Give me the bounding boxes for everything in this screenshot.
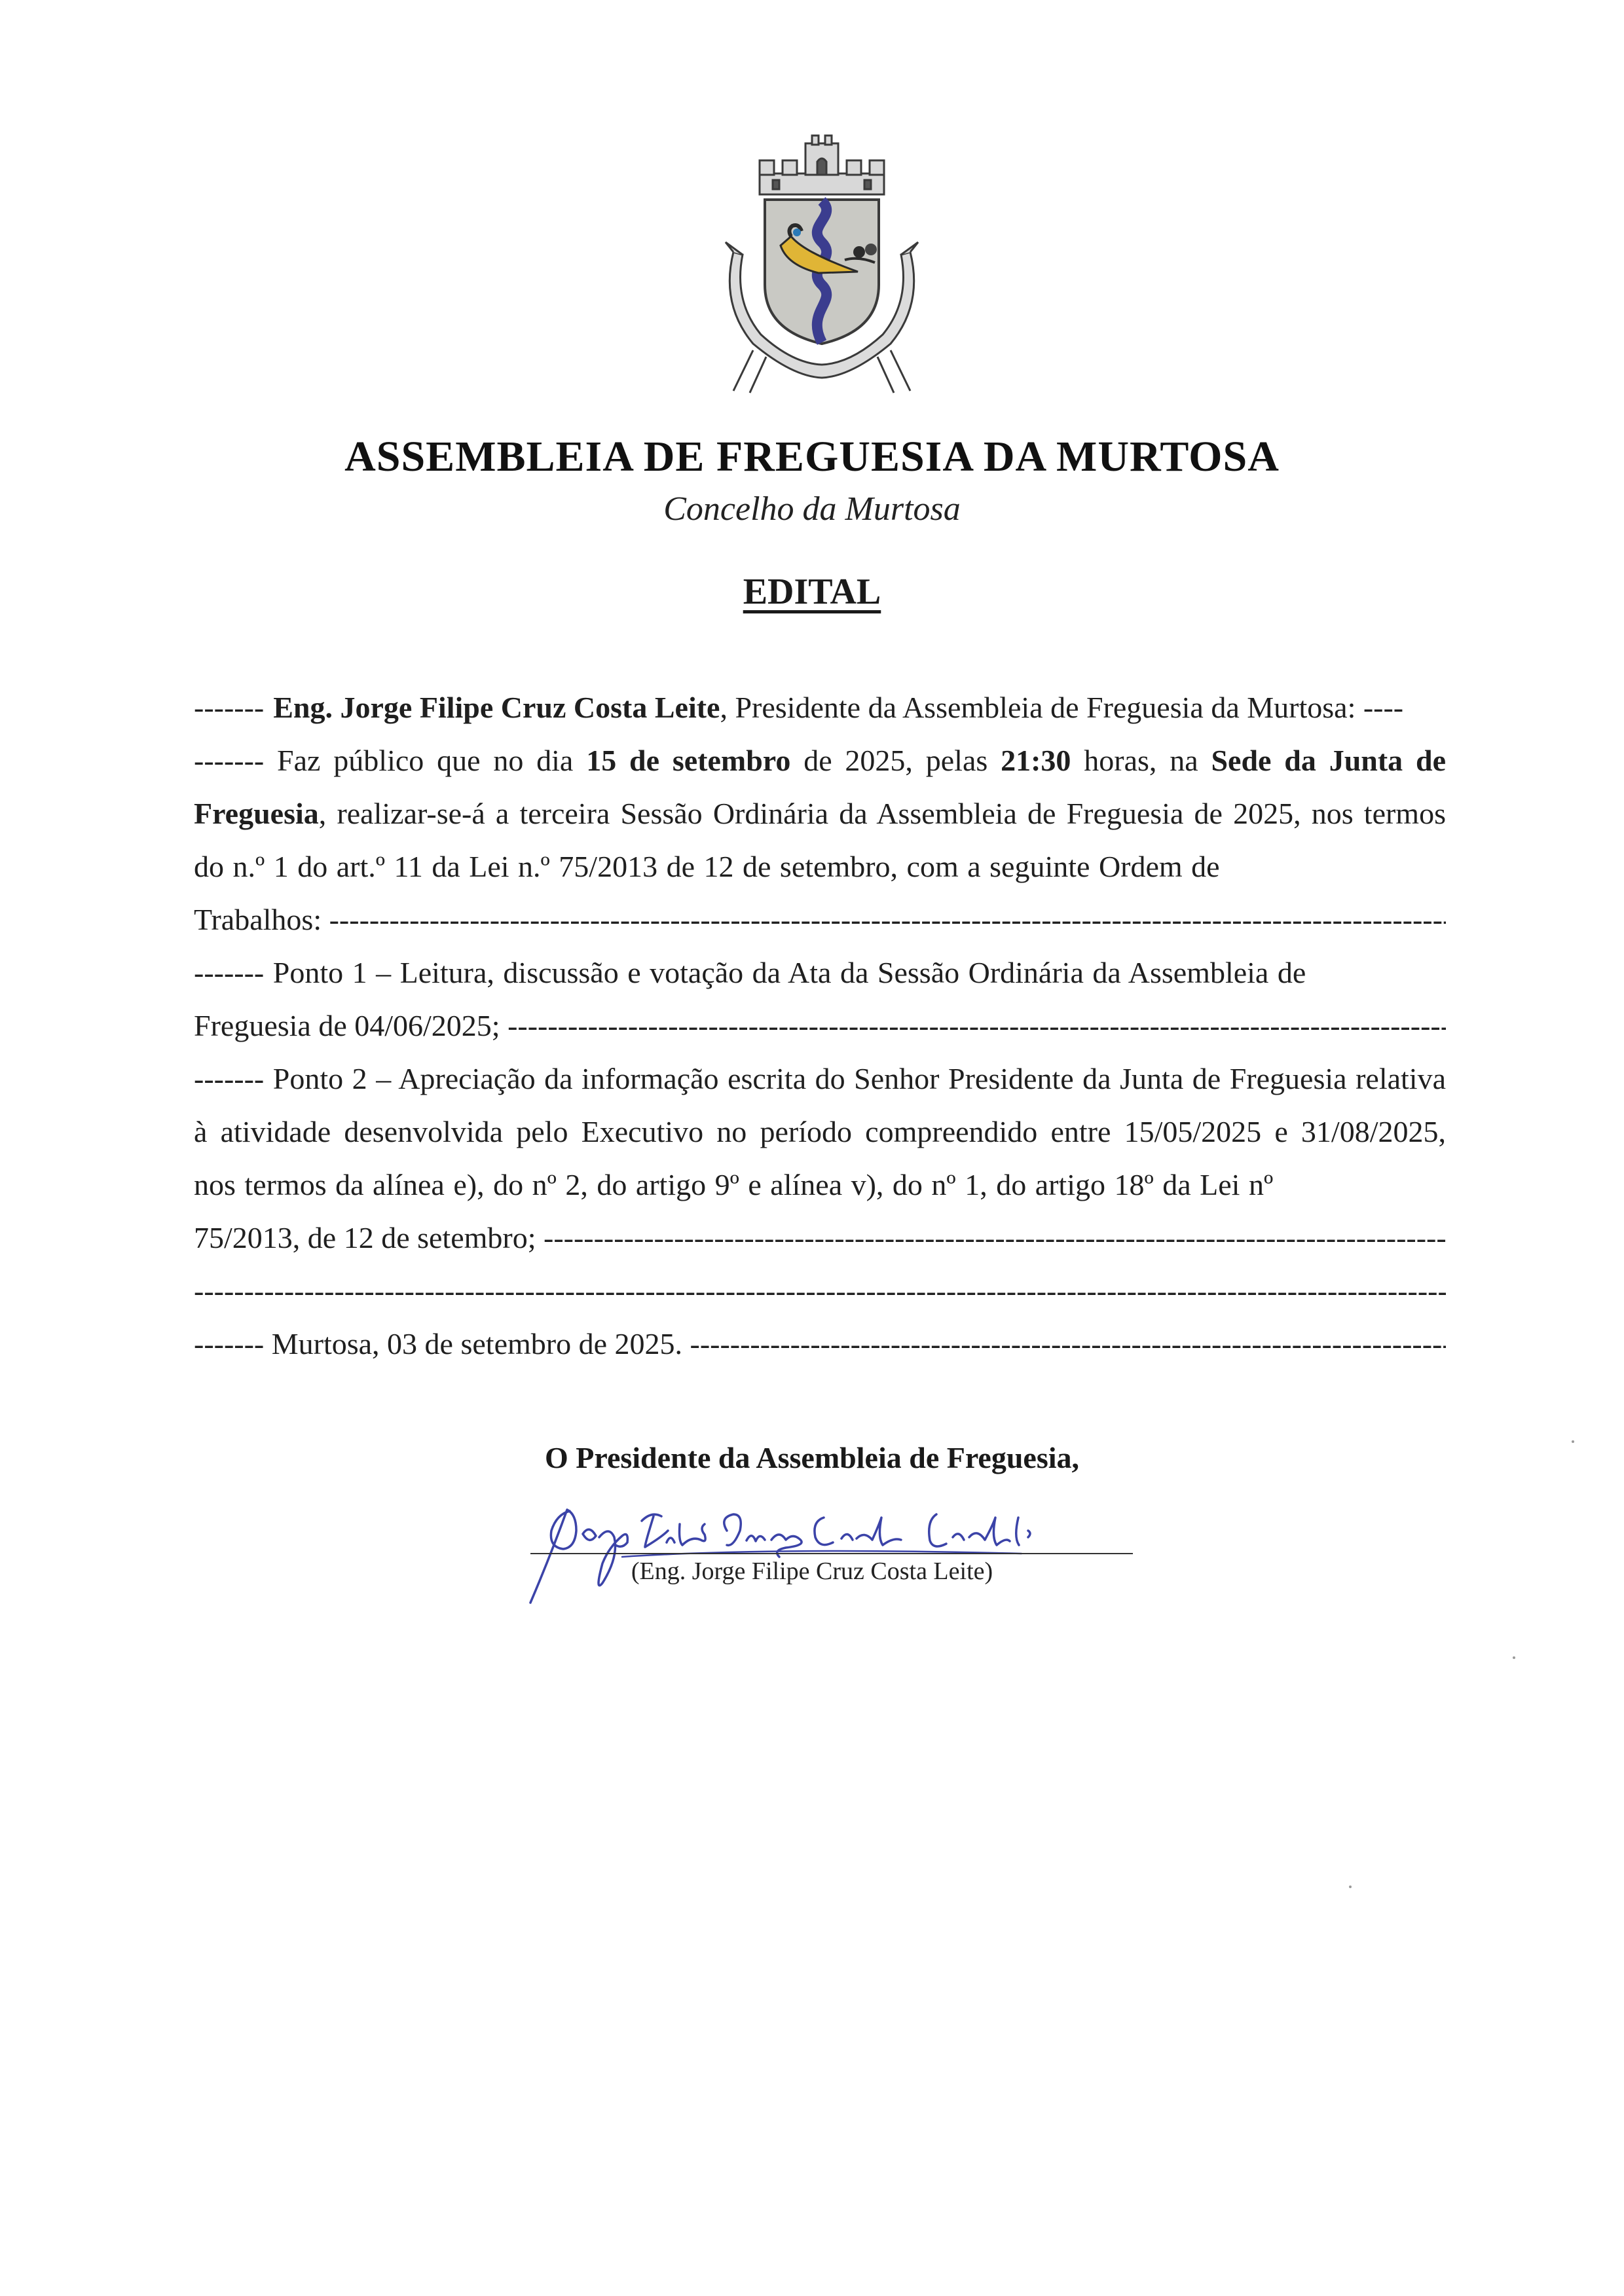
announcement-text-2: de 2025, pelas — [790, 744, 1001, 777]
item-2-end: 75/2013, de 12 de setembro; — [194, 1221, 536, 1254]
dash-lead: ------- — [194, 744, 265, 777]
dash-filler — [544, 1211, 1446, 1264]
paragraph-president — [194, 681, 1446, 734]
dash-filler — [507, 999, 1446, 1052]
signatory-printed-name: (Eng. Jorge Filipe Cruz Costa Leite) — [631, 1558, 993, 1585]
dash-filler — [329, 893, 1446, 946]
dash-separator-line — [194, 1264, 1446, 1317]
item-2-text: Ponto 2 – Apreciação da informação escrita do Senhor Presidente da Junta de Freguesia relativa à atividade desenvolvida pelo Executivo no período compreendido entre 15/05/2025 e 31/08/2025, nos termos da alínea e), do nº 2, do artigo 9º e alínea v), do nº 1, do artigo 18º da Lei nº — [194, 1062, 1446, 1201]
signature-heading: O Presidente da Assembleia de Freguesia, — [544, 1441, 1080, 1474]
signature-line — [530, 1553, 1133, 1554]
municipality-subtitle: Concelho da Murtosa — [663, 490, 961, 528]
dash-lead: ------- — [194, 956, 265, 989]
president-name: Eng. Jorge Filipe Cruz Costa Leite — [273, 691, 720, 724]
document-type-heading: EDITAL — [743, 572, 881, 612]
scan-speck — [1513, 1656, 1515, 1659]
scan-speck — [1572, 1440, 1574, 1443]
item-1-end-line — [194, 999, 1446, 1052]
place-date: ------- Murtosa, 03 de setembro de 2025. — [194, 1327, 682, 1360]
announcement-text-3: horas, na — [1071, 744, 1211, 777]
agenda-intro-line — [194, 893, 1446, 946]
paragraph-item-1 — [194, 946, 1446, 999]
dash-lead: ------- — [194, 691, 265, 724]
paragraph-item-2 — [194, 1052, 1446, 1211]
announcement-text-4: , realizar-se-á a terceira Sessão Ordinária da Assembleia de Freguesia de 2025, nos termos do n.º 1 do art.º 11 da Lei n.º 75/2013 de 12 de setembro, com a seguinte Ordem de — [194, 797, 1446, 883]
agenda-label: Trabalhos: — [194, 903, 322, 936]
handwritten-signature — [511, 1485, 1153, 1609]
announcement-text-1: Faz público que no dia — [264, 744, 587, 777]
session-date: 15 de setembro — [586, 744, 791, 777]
coat-of-arms-icon — [714, 134, 930, 396]
notice-body — [194, 681, 1446, 1370]
item-2-end-line — [194, 1211, 1446, 1264]
place-date-line — [194, 1317, 1446, 1370]
item-1-end: Freguesia de 04/06/2025; — [194, 1009, 500, 1042]
scan-speck — [1349, 1886, 1352, 1888]
assembly-title: ASSEMBLEIA DE FREGUESIA DA MURTOSA — [344, 433, 1280, 481]
dash-filler — [194, 1264, 1446, 1317]
paragraph-announcement — [194, 734, 1446, 893]
dash-filler — [690, 1317, 1447, 1370]
item-1-text: Ponto 1 – Leitura, discussão e votação da Ata da Sessão Ordinária da Assembleia de — [264, 956, 1306, 989]
dash-lead: ------- — [194, 1062, 265, 1095]
president-role: , Presidente da Assembleia de Freguesia da Murtosa: ---- — [720, 691, 1404, 724]
session-place: Sede da Junta de Freguesia — [194, 744, 1447, 830]
session-time: 21:30 — [1001, 744, 1071, 777]
